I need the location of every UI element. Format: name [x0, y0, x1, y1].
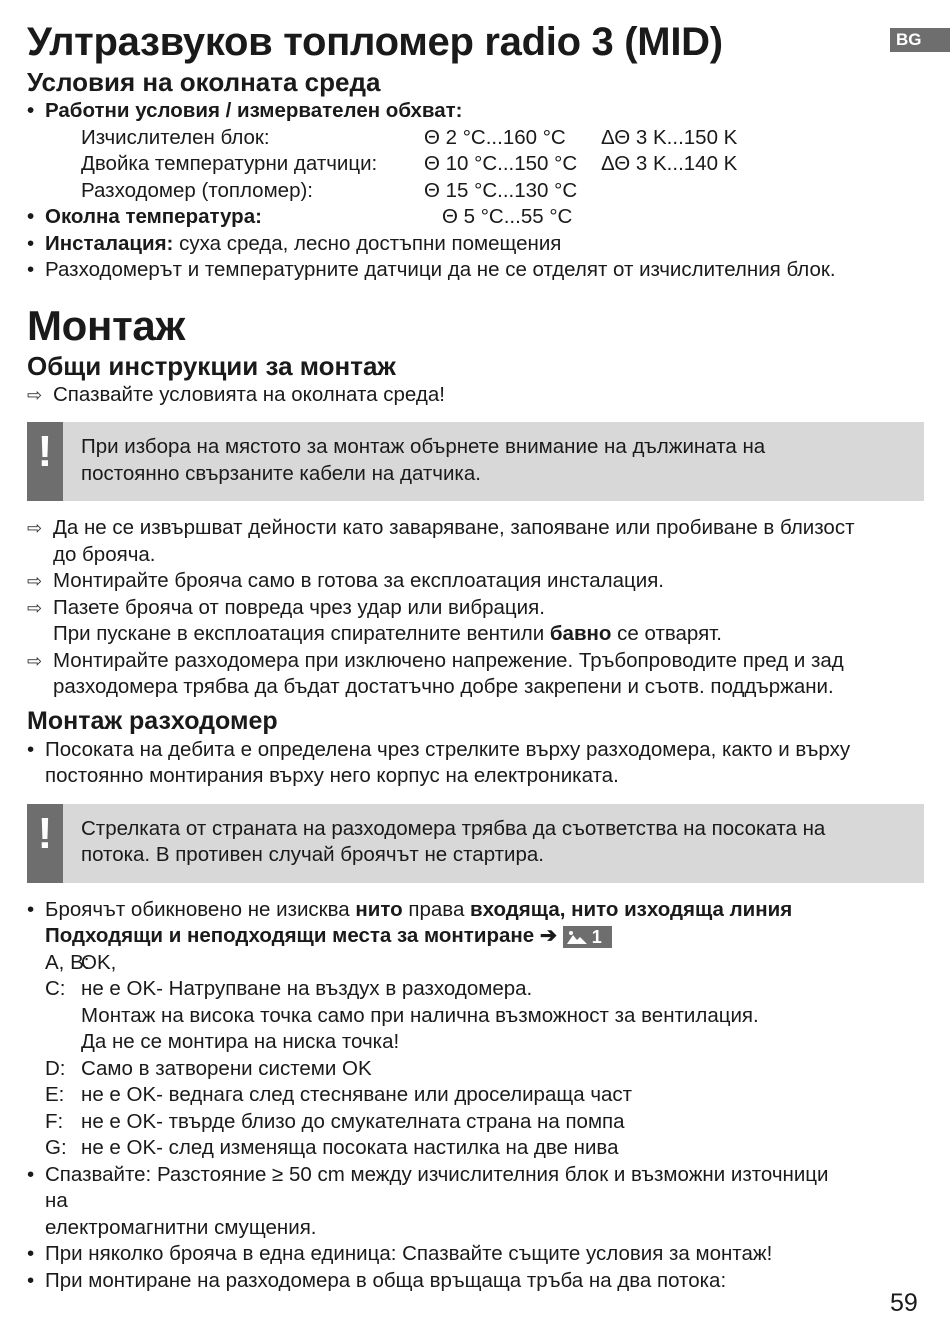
env-heading: Условия на околната среда: [27, 67, 381, 97]
page-number: 59: [890, 1289, 918, 1317]
placement-item: C: не е OK- Натрупване на въздух в разходомера.: [45, 977, 533, 1000]
picture-icon: [567, 930, 587, 944]
flow-paragraph: • Спазвайте: Разстояние ≥ 50 cm между изчислителния блок и възможни източници: [27, 1162, 924, 1189]
flow-paragraph: • Посоката на дебита е определена чрез стрелките върху разходомера, както и върху: [27, 737, 924, 764]
exclamation-icon: !: [37, 427, 53, 476]
env-row: Разходомер (топломер): Θ 15 °C...130 °C: [81, 178, 578, 202]
figure-reference: 1: [563, 926, 612, 948]
flow-paragraph: • При няколко брояча в една единица: Спазвайте същите условия за монтаж!: [27, 1241, 924, 1268]
flow-heading: Монтаж разходомер: [27, 706, 278, 735]
warning-note: ! Стрелката от страната на разходомера трябва да съответства на посоката на потока. В противен случай броячът не стартира.: [27, 804, 924, 883]
arrow-icon: ⇨: [27, 384, 43, 405]
env-row: Двойка температурни датчици: Θ 10 °C...150 °C ΔΘ 3 K...140 K: [81, 152, 738, 175]
language-badge: BG: [890, 28, 950, 52]
placement-item: G: не е OK- след изменяща посоката настилка на две нива: [45, 1136, 619, 1159]
arrow-icon: ⇨: [27, 518, 43, 538]
step-item: ⇨ Да не се извършват дейности като заваряване, запояване или пробиване в близост: [27, 515, 924, 542]
flow-paragraph: • При монтиране на разходомера в обща връщаща тръба на два потока:: [27, 1268, 924, 1295]
general-heading: Общи инструкции за монтаж: [27, 350, 396, 381]
step-item: ⇨ Пазете брояча от повреда чрез удар или вибрация.: [27, 595, 924, 622]
placement-item: D: Само в затворени системи OK: [45, 1056, 372, 1080]
montage-heading: Монтаж: [27, 301, 185, 349]
separate-line: • Разходомерът и температурните датчици да не се отделят от изчислителния блок.: [27, 257, 924, 284]
arrow-icon: ⇨: [27, 650, 43, 671]
install-line: • Инсталация: суха среда, лесно достъпни помещения: [27, 231, 924, 258]
exclamation-icon: !: [37, 808, 53, 858]
work-conditions-label: • Работни условия / измервателен обхват:: [27, 98, 924, 125]
ambient-row: • Околна температура: Θ 5 °C...55 °C: [27, 204, 924, 231]
flow-paragraph: • Броячът обикновено не изисква нито права входяща, нито изходяща линия: [27, 897, 924, 924]
arrow-icon: ⇨: [27, 571, 43, 591]
warning-note: ! При избора на мястото за монтаж обърнете внимание на дължината на постоянно свързаните кабели на датчика.: [27, 422, 924, 501]
placement-item: A, B: OK,: [45, 950, 117, 974]
env-row: Изчислителен блок: Θ 2 °C...160 °C ΔΘ 3 K...150 K: [81, 125, 738, 149]
placement-item: E: не е OK- веднага след стесняване или дроселираща част: [45, 1083, 633, 1106]
page-content: Ултразвуков топломер radio 3 (MID) Условия на околната среда • Работни условия / измервателен обхват: Изчислителен блок: Θ 2 °C...160 °C ΔΘ 3 K...150 K Двойка температурни датчици: Θ 10 °C...150 °C ΔΘ 3 K...140 K Разходомер (топломер): Θ 15 °C...130 °C • Околна температура: Θ 5 °C...55 °C • Инсталация: суха среда, лесно достъпни помещения • Разходомерът и температурните датчици да не се отделят от изчислителния блок. Монтаж Общи инструкции за монтаж ⇨ Спазвайте условията на околната среда! ! При избора на мястото за монтаж обърнете внимание на дължината на постоянно свързаните кабели на датчика. ⇨ Да не се извършват дейности като заваряване, запояване или пробиване в близост до брояча. ⇨ Монтирайте брояча само в готова за експлоатация инсталация. ⇨ Пазете брояча от повреда чрез удар или вибрация. При пускане в експлоатация спирателните вентили бавно се отварят. ⇨ Монтирайте разходомера при изключено напрежение. Тръбопроводите пред и зад разходомера трябва да бъдат достатъчно добре закрепени и съотв. поддържани. Монтаж разходомер • Посоката на дебита е определена чрез стрелките върху разходомера, както и върху постоянно монтирания върху него корпус на електрониката. ! Стрелката от страната на разходомера трябва да съответства на посоката на потока. В противен случай броячът не стартира. • Броячът обикновено не изисква нито права входяща, нито изходяща линия Подходящи и неподходящи места за монтиране ➔ 1 A, B: OK, C: не е OK- Натрупване на въздух в разходомера. Монтаж на висока точка само при налична възможност за вентилация. Да не се монтира на ниска точка! D: Само в затворени системи OK E: не е OK- веднага след стесняване или дроселираща част F: не е OK- твърде близо до смукателната страна на помпа G: не е OK- след изменяща посоката настилка на две нива • Спазвайте: Разстояние ≥ 50 cm между изчислителния блок и възможни източници на електромагнитни смущения. • При няколко брояча в една единица: Спазвайте същите условия за монтаж! • При монтиране на разходомера в обща връщаща тръба на два потока:: [27, 18, 924, 1294]
page-title: Ултразвуков топломер radio 3 (MID): [27, 20, 723, 64]
step-item: ⇨ Спазвайте условията на околната среда!: [27, 382, 924, 409]
arrow-icon: ⇨: [27, 597, 43, 618]
placement-item: Монтаж на висока точка само при налична възможност за вентилация.: [81, 1003, 759, 1027]
step-item: ⇨ Монтирайте разходомера при изключено напрежение. Тръбопроводите пред и зад: [27, 648, 924, 675]
step-item: ⇨ Монтирайте брояча само в готова за експлоатация инсталация.: [27, 568, 924, 595]
placement-item: F: не е OK- твърде близо до смукателната страна на помпа: [45, 1109, 625, 1133]
suitable-places: Подходящи и неподходящи места за монтиране ➔ 1: [27, 923, 924, 950]
placement-item: Да не се монтира на ниска точка!: [81, 1030, 400, 1053]
